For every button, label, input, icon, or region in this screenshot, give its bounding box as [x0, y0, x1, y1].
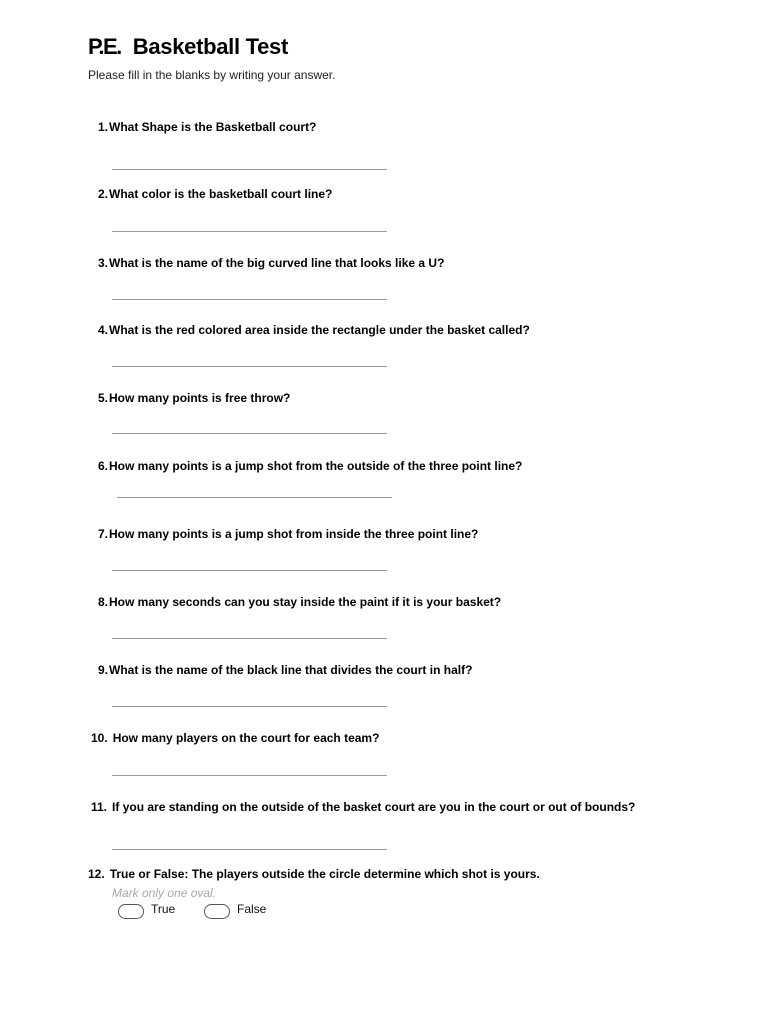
question-text: How many points is a jump shot from inside the three point line?: [109, 527, 479, 541]
question-2: [98, 187, 332, 201]
instructions: Please fill in the blanks by writing your answer.: [88, 68, 336, 82]
question-number: 5.: [98, 391, 109, 405]
question-number: 11.: [91, 800, 108, 814]
question-3: [98, 256, 444, 270]
question-12: [88, 867, 540, 881]
question-text: What is the red colored area inside the rectangle under the basket called?: [109, 323, 530, 337]
radio-oval[interactable]: [118, 904, 144, 919]
answer-field-5[interactable]: [112, 433, 387, 434]
answer-field-4[interactable]: [112, 366, 387, 367]
title-prefix: P.E.: [88, 34, 121, 59]
question-number: 7.: [98, 527, 109, 541]
question-number: 2.: [98, 187, 109, 201]
question-text: What Shape is the Basketball court?: [109, 120, 317, 134]
answer-field-7[interactable]: [112, 570, 387, 571]
answer-field-9[interactable]: [112, 706, 387, 707]
question-text: How many players on the court for each team?: [112, 731, 380, 745]
question-7: [98, 527, 478, 541]
answer-field-1[interactable]: [112, 169, 387, 170]
question-number: 1.: [98, 120, 109, 134]
question-text: What is the name of the black line that divides the court in half?: [109, 663, 473, 677]
option-label: False: [237, 902, 267, 916]
answer-field-3[interactable]: [112, 299, 387, 300]
question-10: [91, 731, 379, 745]
title-main: Basketball Test: [132, 34, 289, 59]
answer-field-8[interactable]: [112, 638, 387, 639]
answer-field-2[interactable]: [112, 231, 387, 232]
question-text: True or False: The players outside the circle determine which shot is yours.: [109, 867, 540, 881]
question-number: 8.: [98, 595, 109, 609]
question-number: 12.: [88, 867, 105, 881]
question-5: [98, 391, 290, 405]
answer-field-6[interactable]: [117, 497, 392, 498]
question-number: 10.: [91, 731, 108, 745]
question-number: 3.: [98, 256, 109, 270]
question-text: How many seconds can you stay inside the paint if it is your basket?: [109, 595, 502, 609]
option-true[interactable]: [118, 900, 175, 918]
question-9: [98, 663, 472, 677]
radio-oval[interactable]: [204, 904, 230, 919]
question-text: If you are standing on the outside of the basket court are you in the court or out of bounds?: [112, 800, 636, 814]
question-6: [98, 459, 522, 473]
page-title: [88, 34, 288, 60]
question-text: What color is the basketball court line?: [109, 187, 333, 201]
option-false[interactable]: [204, 900, 266, 918]
oval-hint: Mark only one oval.: [112, 886, 217, 900]
option-label: True: [151, 902, 176, 916]
question-text: What is the name of the big curved line that looks like a U?: [109, 256, 445, 270]
question-11: [91, 800, 635, 814]
question-4: [98, 323, 530, 337]
question-8: [98, 595, 501, 609]
answer-field-10[interactable]: [112, 775, 387, 776]
question-number: 9.: [98, 663, 109, 677]
question-1: [98, 120, 316, 134]
answer-field-11[interactable]: [112, 849, 387, 850]
question-number: 4.: [98, 323, 109, 337]
question-text: How many points is free throw?: [109, 391, 291, 405]
question-number: 6.: [98, 459, 109, 473]
question-text: How many points is a jump shot from the outside of the three point line?: [109, 459, 523, 473]
